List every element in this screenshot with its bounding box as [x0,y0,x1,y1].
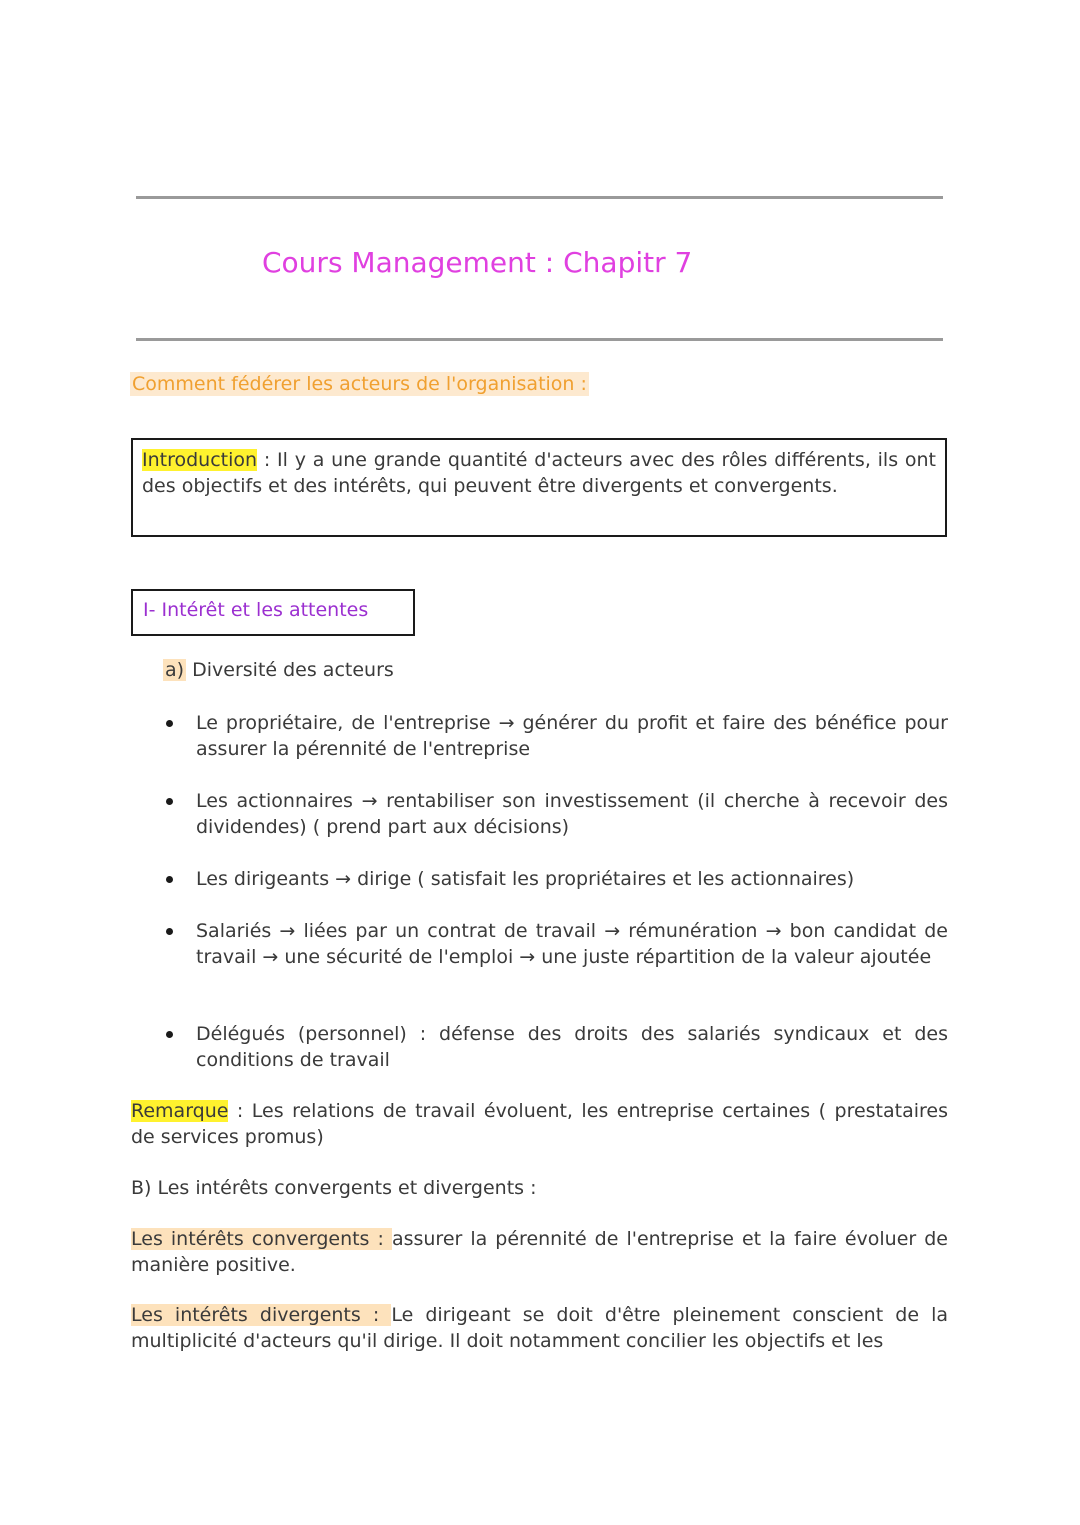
page-title: Cours Management : Chapitr 7 [262,246,693,279]
remark-paragraph [131,1099,948,1150]
title-divider [136,338,943,341]
list-item-text: Délégués (personnel) : défense des droits des salariés syndicaux et des conditions de travail [196,1023,948,1071]
introduction-box [131,438,947,537]
introduction-label: Introduction [142,449,258,471]
list-item-text: Les dirigeants → dirige ( satisfait les propriétaires et les actionnaires) [196,868,855,890]
list-item [196,867,948,893]
remark-text: Les relations de travail évoluent, les entreprise certaines ( prestataires de services promus) [131,1100,948,1148]
convergent-label: Les intérêts convergents : [131,1228,392,1250]
section-heading: I- Intérêt et les attentes [131,589,415,636]
list-item-text: Salariés → liées par un contrat de travail → rémunération → bon candidat de travail → une sécurité de l'emploi → une juste répartition de la valeur ajoutée [196,920,948,968]
convergent-paragraph [131,1227,948,1278]
bullet-icon [166,798,173,805]
divergent-label: Les intérêts divergents : [131,1304,392,1326]
bullet-icon [166,876,173,883]
remark-separator: : [228,1100,252,1122]
bullet-icon [166,1031,173,1038]
remark-label: Remarque [131,1100,229,1122]
list-item [196,711,948,762]
subsection-a-title: Diversité des acteurs [192,659,394,681]
list-item [196,1022,948,1073]
list-item [196,789,948,840]
subsection-a-heading [163,659,394,681]
list-item [196,919,948,970]
introduction-text: Il y a une grande quantité d'acteurs avec des rôles différents, ils ont des objectifs et des intérêts, qui peuvent être divergents et convergents. [142,449,937,497]
introduction-separator: : [257,449,278,471]
subsection-a-marker: a) [165,659,185,681]
bullet-icon [166,928,173,935]
convergent-text: assurer la pérennité de l'entreprise et la faire évoluer de manière positive. [131,1228,948,1276]
bullet-icon [166,720,173,727]
list-item-text: Les actionnaires → rentabiliser son investissement (il cherche à recevoir des dividendes) ( prend part aux décisions) [196,790,948,838]
divergent-paragraph [131,1303,948,1354]
divergent-text: Le dirigeant se doit d'être pleinement conscient de la multiplicité d'acteurs qu'il dirige. Il doit notamment concilier les objectifs et les [131,1304,948,1352]
page-subtitle: Comment fédérer les acteurs de l'organisation : [132,373,587,395]
top-divider [136,196,943,199]
list-item-text: Le propriétaire, de l'entreprise → générer du profit et faire des bénéfice pour assurer la pérennité de l'entreprise [196,712,948,760]
subsection-b-heading: B) Les intérêts convergents et divergents : [131,1177,537,1199]
